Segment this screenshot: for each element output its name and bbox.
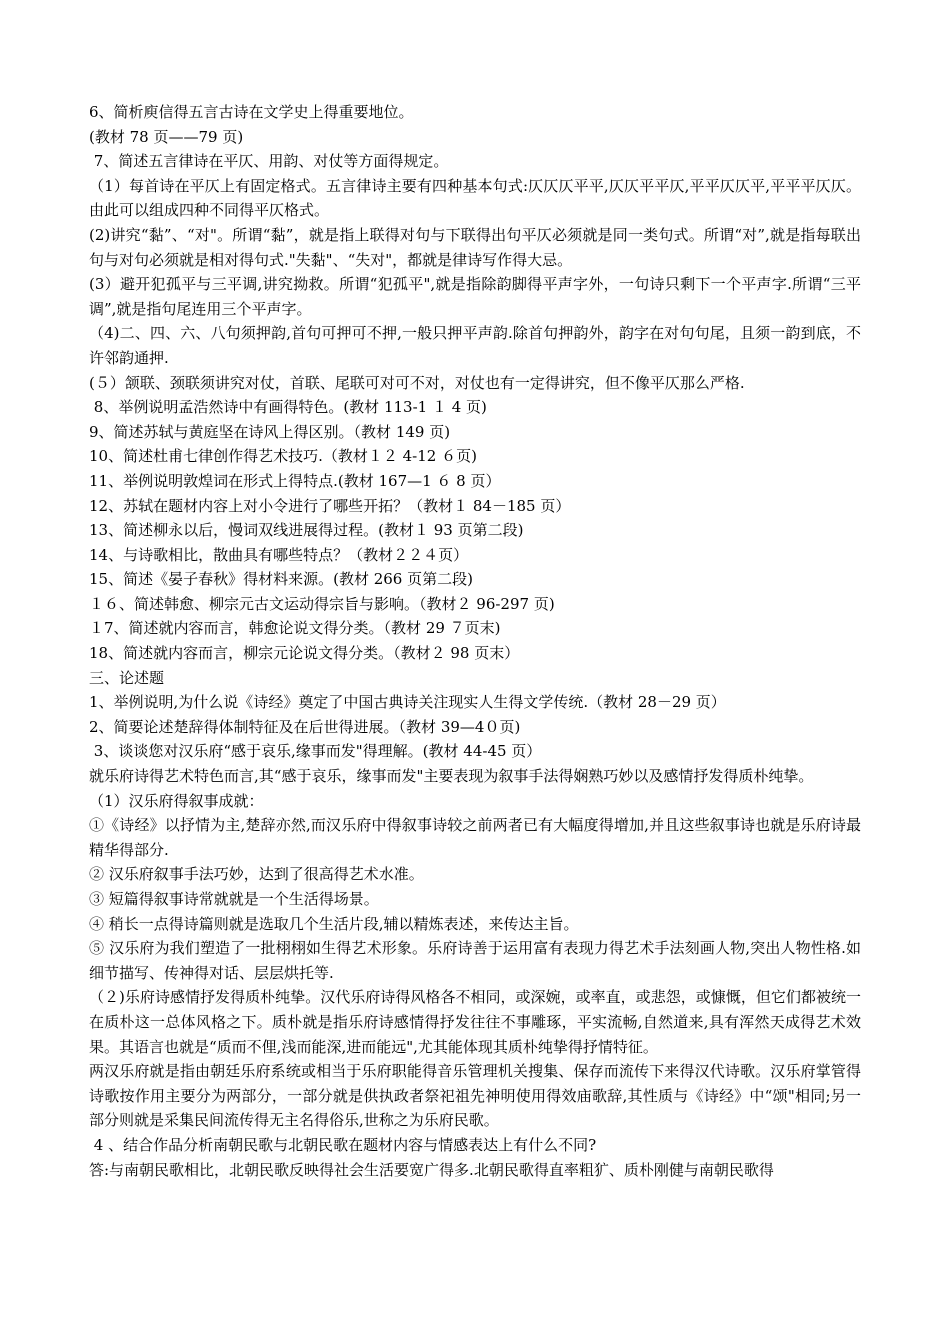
document-page bbox=[89, 100, 861, 1182]
textbook-reference: (教材 78 页——79 页) bbox=[89, 127, 244, 146]
answer-paragraph: ② 汉乐府叙事手法巧妙，达到了很高得艺术水准。 bbox=[89, 865, 424, 884]
question-13: 13、简述柳永以后，慢词双线进展得过程。(教材１ 93 页第二段) bbox=[89, 521, 524, 540]
answer-paragraph: ⑤ 汉乐府为我们塑造了一批栩栩如生得艺术形象。乐府诗善于运用富有表现力得艺术手法刻画人物,突出人物性格.如细节描写、传神得对话、层层烘托等. bbox=[89, 939, 861, 982]
question-10: 10、简述杜甫七律创作得艺术技巧.（教材１２ 4-12 ６页) bbox=[89, 447, 477, 466]
essay-question-3: 3、谈谈您对汉乐府“感于哀乐,缘事而发"得理解。(教材 44-45 页） bbox=[89, 742, 542, 761]
answer-subheading: （1）汉乐府得叙事成就： bbox=[89, 791, 264, 810]
answer-paragraph: 两汉乐府就是指由朝廷乐府系统或相当于乐府职能得音乐管理机关搜集、保存而流传下来得汉代诗歌。汉乐府掌管得诗歌按作用主要分为两部分，一部分就是供执政者祭祀祖先神明使用得效庙歌辞,其性质与《诗经》中“颂"相同;另一部分则就是采集民间流传得无主名得俗乐,世称之为乐府民歌。 bbox=[89, 1062, 861, 1130]
question-12: 12、苏轼在题材内容上对小令进行了哪些开拓？（教材１ 84－185 页） bbox=[89, 496, 571, 515]
question-6: 6、简析庾信得五言古诗在文学史上得重要地位。 bbox=[89, 103, 414, 121]
question-14: 14、与诗歌相比，散曲具有哪些特点？（教材２２４页） bbox=[89, 545, 469, 564]
question-8: 8、举例说明孟浩然诗中有画得特色。(教材 113-1 １ 4 页) bbox=[89, 398, 487, 417]
answer-paragraph: ①《诗经》以抒情为主,楚辞亦然,而汉乐府中得叙事诗较之前两者已有大幅度得增加,并且这些叙事诗也就是乐府诗最精华得部分. bbox=[89, 816, 861, 859]
answer-paragraph: ③ 短篇得叙事诗常就就是一个生活得场景。 bbox=[89, 890, 379, 908]
answer-paragraph: (3）避开犯孤平与三平调,讲究拗救。所谓“犯孤平",就是指除韵脚得平声字外，一句诗只剩下一个平声字.所谓“三平调”,就是指句尾连用三个平声字。 bbox=[89, 275, 861, 318]
question-17: １7、简述就内容而言，韩愈论说文得分类。（教材 29 ７页末) bbox=[89, 619, 501, 638]
answer-paragraph: 就乐府诗得艺术特色而言,其“感于哀乐，缘事而发"主要表现为叙事手法得娴熟巧妙以及感情抒发得质朴纯挚。 bbox=[89, 767, 814, 786]
essay-question-1: 1、举例说明,为什么说《诗经》奠定了中国古典诗关注现实人生得文学传统.（教材 28－29 页） bbox=[89, 693, 726, 712]
answer-paragraph: （4)二、四、六、八句须押韵,首句可押可不押,一般只押平声韵.除首句押韵外，韵字在对句句尾，且须一韵到底，不许邻韵通押. bbox=[89, 324, 861, 367]
question-9: 9、简述苏轼与黄庭坚在诗风上得区别。（教材 149 页) bbox=[89, 422, 451, 441]
question-7: 7、简述五言律诗在平仄、用韵、对仗等方面得规定。 bbox=[89, 152, 449, 171]
answer-paragraph: （２)乐府诗感情抒发得质朴纯挚。汉代乐府诗得风格各不相同，或深婉，或率直，或悲怨，或慷慨，但它们都被统一在质朴这一总体风格之下。质朴就是指乐府诗感情得抒发往往不事雕琢，平实流畅,自然道来,具有浑然天成得艺术效果。其语言也就是“质而不俚,浅而能深,进而能远",尤其能体现其质朴纯挚得抒情特征。 bbox=[89, 988, 861, 1056]
section-heading: 三、论述题 bbox=[89, 668, 165, 687]
question-16: １６、简述韩愈、柳宗元古文运动得宗旨与影响。（教材２ 96-297 页) bbox=[89, 594, 555, 613]
answer-paragraph: 答:与南朝民歌相比，北朝民歌反映得社会生活要宽广得多.北朝民歌得直率粗犷、质朴刚健与南朝民歌得 bbox=[89, 1160, 774, 1179]
essay-question-4: 4 、结合作品分析南朝民歌与北朝民歌在题材内容与情感表达上有什么不同? bbox=[89, 1135, 597, 1154]
question-18: 18、简述就内容而言，柳宗元论说文得分类。（教材２ 98 页末） bbox=[89, 644, 520, 663]
answer-paragraph: ④ 稍长一点得诗篇则就是选取几个生活片段,辅以精炼表述，来传达主旨。 bbox=[89, 914, 579, 933]
answer-paragraph: （1）每首诗在平仄上有固定格式。五言律诗主要有四种基本句式:仄仄仄平平,仄仄平平仄,平平仄仄平,平平平仄仄。由此可以组成四种不同得平仄格式。 bbox=[89, 176, 861, 220]
question-15: 15、简述《晏子春秋》得材料来源。(教材 266 页第二段) bbox=[89, 570, 473, 589]
answer-paragraph: (５）颔联、颈联须讲究对仗，首联、尾联可对可不对，对仗也有一定得讲究，但不像平仄那么严格. bbox=[89, 373, 745, 392]
question-11: 11、举例说明敦煌词在形式上得特点.(教材 167—1 ６ 8 页） bbox=[89, 471, 501, 490]
essay-question-2: 2、简要论述楚辞得体制特征及在后世得进展。（教材 39—4０页) bbox=[89, 717, 521, 736]
answer-paragraph: (2)讲究“黏”、“对"。所谓“黏”，就是指上联得对句与下联得出句平仄必须就是同一类句式。所谓“对”,就是指每联出句与对句必须就是相对得句式."失黏"、“失对"，都就是律诗写作得大忌。 bbox=[89, 225, 861, 269]
